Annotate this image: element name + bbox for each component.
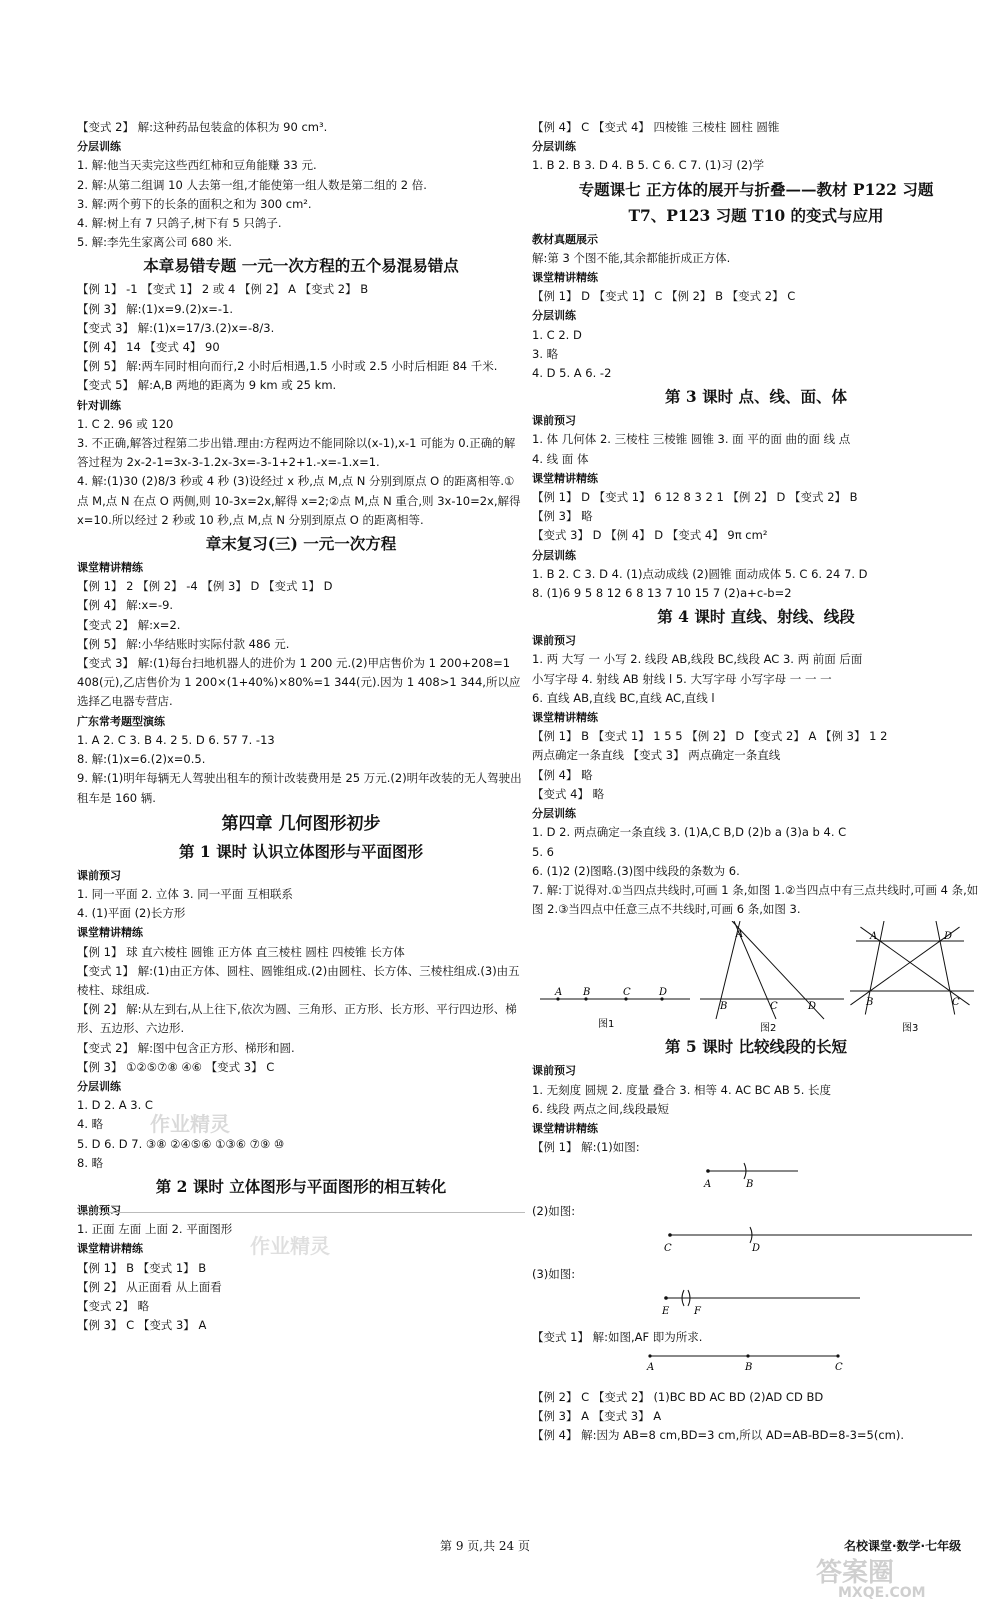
answer-line: 【变式 3】 解:(1)x=17/3.(2)x=-8/3. bbox=[77, 320, 275, 335]
section-label: 分层训练 bbox=[532, 807, 576, 821]
segment-abc bbox=[532, 1350, 972, 1380]
section-heading: 第 2 课时 立体图形与平面图形的相互转化 bbox=[155, 1176, 447, 1196]
answer-line: 1. C 2. D bbox=[532, 327, 582, 342]
point-label: C bbox=[623, 987, 631, 999]
answer-line: 【变式 3】 D 【例 4】 D 【变式 4】 9π cm² bbox=[532, 528, 768, 543]
section-heading: 第 3 课时 点、线、面、体 bbox=[665, 387, 847, 407]
answer-line: 4. 解:树上有 7 只鸽子,树下有 5 只鸽子. bbox=[77, 216, 282, 231]
point-label: D bbox=[659, 987, 668, 999]
answer-line: 【变式 2】 解:这种药品包装盒的体积为 90 cm³. bbox=[77, 120, 328, 134]
answer-line: (2)如图: bbox=[532, 1203, 576, 1218]
section-label: 课前预习 bbox=[77, 1203, 121, 1217]
segment-ef bbox=[532, 1286, 972, 1320]
answer-line: 8. 解:(1)x=6.(2)x=0.5. bbox=[77, 752, 206, 767]
segment-figure-cd bbox=[532, 1223, 980, 1263]
answer-line: 4. 线 面 体 bbox=[532, 451, 589, 466]
answer-line: 两点确定一条直线 【变式 3】 两点确定一条直线 bbox=[532, 748, 781, 763]
answer-line: 6. (1)2 (2)图略.(3)图中线段的条数为 6. bbox=[532, 863, 740, 878]
section-label: 分层训练 bbox=[532, 309, 576, 323]
answer-line: 4. (1)平面 (2)长方形 bbox=[77, 906, 186, 921]
point-label: F bbox=[694, 1306, 701, 1318]
point-label: C bbox=[835, 1361, 843, 1373]
point-label: D bbox=[944, 931, 953, 943]
answer-line: 【例 3】 解:(1)x=9.(2)x=-1. bbox=[77, 301, 234, 316]
answer-paragraph: 【例 5】 解:两车同时相向而行,2 小时后相遇,1.5 小时或 2.5 小时后相距 84 千米. bbox=[77, 359, 498, 374]
answer-line: 5. D 6. D 7. ③⑧ ②④⑤⑥ ①③⑥ ⑦⑨ ⑩ bbox=[77, 1136, 285, 1151]
point-label: A bbox=[647, 1361, 655, 1373]
point-label: D bbox=[808, 1001, 817, 1013]
answer-line: 【变式 1】 解:如图,AF 即为所求. bbox=[532, 1330, 703, 1345]
section-heading: 本章易错专题 一元一次方程的五个易混易错点 bbox=[143, 256, 459, 276]
figure-caption: 图1 bbox=[598, 1019, 615, 1031]
answer-line: 8. 略 bbox=[77, 1155, 104, 1170]
logo-text: 答案圈 bbox=[816, 1558, 895, 1588]
section-label: 课堂精讲精练 bbox=[532, 1121, 598, 1135]
point-label: A bbox=[870, 931, 878, 943]
answer-line: 【例 2】 从正面看 从上面看 bbox=[77, 1279, 222, 1294]
point bbox=[648, 1354, 651, 1357]
answer-line: 1. 无刻度 圆规 2. 度量 叠合 3. 相等 4. AC BC AB 5. 长度 bbox=[532, 1082, 832, 1097]
answer-line: 【例 3】 C 【变式 3】 A bbox=[77, 1318, 207, 1333]
answer-line: 1. 正面 左面 上面 2. 平面图形 bbox=[77, 1222, 233, 1237]
section-heading: 第 4 课时 直线、射线、线段 bbox=[657, 607, 855, 627]
answer-line: 【变式 5】 解:A,B 两地的距离为 9 km 或 25 km. bbox=[77, 378, 337, 393]
answer-line: 【变式 2】 略 bbox=[77, 1298, 150, 1313]
section-label: 分层训练 bbox=[532, 140, 576, 154]
figure-group bbox=[532, 921, 980, 1033]
answer-line: 1. 同一平面 2. 立体 3. 同一平面 互相联系 bbox=[77, 886, 293, 901]
logo-mark-icon bbox=[808, 1555, 998, 1599]
answer-line: 【例 3】 A 【变式 3】 A bbox=[532, 1408, 662, 1423]
figure-3 bbox=[850, 921, 980, 1033]
answer-line: 【例 1】 解:(1)如图: bbox=[532, 1140, 640, 1155]
answer-line: 【例 4】 解:x=-9. bbox=[77, 598, 174, 613]
section-heading: T7、P123 习题 T10 的变式与应用 bbox=[628, 205, 884, 225]
answer-line: 【例 1】 D 【变式 1】 C 【例 2】 B 【变式 2】 C bbox=[532, 289, 796, 304]
point bbox=[746, 1354, 749, 1357]
section-label: 课堂精讲精练 bbox=[77, 926, 143, 940]
answer-line: 3. 解:两个剪下的长条的面积之和为 300 cm². bbox=[77, 196, 312, 211]
answer-line: 【例 1】 D 【变式 1】 6 12 8 3 2 1 【例 2】 D 【变式 2】 B bbox=[532, 490, 858, 505]
section-label: 课堂精讲精练 bbox=[532, 471, 598, 485]
answer-line: 【例 4】 略 bbox=[532, 767, 593, 782]
answer-line: 【变式 4】 略 bbox=[532, 786, 605, 801]
answer-line: 【例 1】 2 【例 2】 -4 【例 3】 D 【变式 1】 D bbox=[77, 579, 333, 594]
section-label: 广东常考题型演练 bbox=[77, 714, 165, 728]
answer-line: 1. 体 几何体 2. 三棱柱 三棱锥 圆锥 3. 面 平的面 曲的面 线 点 bbox=[532, 432, 851, 447]
answer-paragraph: 【变式 3】 解:(1)每台扫地机器人的进价为 1 200 元.(2)甲店售价为 1 200+208=1 408(元),乙店售价为 1 200×(1+40%)×80%=1 344(元).因为 1 408>1 344,所以应选择乙电器专营店. bbox=[77, 656, 521, 709]
answer-line: 1. C 2. 96 或 120 bbox=[77, 416, 174, 431]
answer-line: 解:第 3 个图不能,其余都能折成正方体. bbox=[532, 250, 731, 265]
answer-line: 4. D 5. A 6. -2 bbox=[532, 366, 612, 381]
answer-line: 5. 6 bbox=[532, 844, 554, 859]
answer-line: 6. 直线 AB,直线 BC,直线 AC,直线 l bbox=[532, 690, 715, 705]
section-label: 课堂精讲精练 bbox=[532, 711, 598, 725]
watermark-logo bbox=[808, 1555, 998, 1599]
answer-paragraph: 4. 解:(1)30 (2)8/3 秒或 4 秒 (3)设经过 x 秒,点 M,点 N 分别到原点 O 的距离相等.①点 M,点 N 在点 O 两侧,则 10-3x=2x,解得 x=2;②点 M,点 N 重合,则 3x-10=2x,解得 x=10.所以经过 2 秒或 10 秒,点 M,点 N 分别到原点 O 的距离相等. bbox=[77, 474, 521, 527]
point-label: C bbox=[770, 1001, 778, 1013]
answer-line: 【变式 2】 解:x=2. bbox=[77, 617, 181, 632]
answer-line: 【例 4】 C 【变式 4】 四棱锥 三棱柱 圆柱 圆锥 bbox=[532, 120, 780, 134]
logo-url: MXQE.COM bbox=[838, 1585, 926, 1599]
book-brand: 名校课堂·数学·七年级 bbox=[844, 1539, 962, 1553]
point-label: C bbox=[952, 997, 960, 1009]
section-label: 课前预习 bbox=[532, 1064, 576, 1078]
section-label: 课堂精讲精练 bbox=[77, 1242, 143, 1256]
section-label: 课前预习 bbox=[77, 868, 121, 882]
answer-line: 1. A 2. C 3. B 4. 2 5. D 6. 57 7. -13 bbox=[77, 732, 275, 747]
answer-line: 【例 4】 解:因为 AB=8 cm,BD=3 cm,所以 AD=AB-BD=8-3=5(cm). bbox=[532, 1428, 905, 1443]
section-heading: 专题课七 正方体的展开与折叠——教材 P122 习题 bbox=[578, 179, 934, 199]
chapter-heading: 第四章 几何图形初步 bbox=[221, 813, 381, 834]
answer-line: 1. D 2. A 3. C bbox=[77, 1098, 153, 1113]
page-number: 第 9 页,共 24 页 bbox=[440, 1539, 530, 1553]
answer-line: 4. 略 bbox=[77, 1117, 104, 1132]
answer-line: 5. 解:李先生家离公司 680 米. bbox=[77, 235, 232, 250]
answer-paragraph: 【变式 1】 解:(1)由正方体、圆柱、圆锥组成.(2)由圆柱、长方体、三棱柱组成.(3)由五棱柱、球组成. bbox=[77, 963, 520, 997]
point bbox=[706, 1170, 710, 1174]
answer-line: 【例 3】 略 bbox=[532, 509, 593, 524]
segment-cd bbox=[532, 1223, 972, 1257]
figure-caption: 图2 bbox=[760, 1023, 777, 1034]
section-label: 教材真题展示 bbox=[532, 232, 598, 246]
answer-line: 【例 4】 14 【变式 4】 90 bbox=[77, 340, 220, 355]
point-label: B bbox=[866, 997, 874, 1009]
answer-line: 【例 1】 B 【变式 1】 1 5 5 【例 2】 D 【变式 2】 A 【例 3】 1 2 bbox=[532, 729, 888, 744]
section-label: 课前预习 bbox=[532, 414, 576, 428]
answer-line: 【变式 2】 解:图中包含正方形、梯形和圆. bbox=[77, 1040, 295, 1055]
section-label: 针对训练 bbox=[77, 398, 121, 412]
segment-figure-abc bbox=[532, 1350, 980, 1386]
answer-paragraph: 9. 解:(1)明年每辆无人驾驶出租车的预计改装费用是 25 万元.(2)明年改装的无人驾驶出租车是 160 辆. bbox=[77, 771, 522, 805]
right-column bbox=[532, 118, 980, 1445]
answer-line: 1. B 2. C 3. D 4. (1)点动成线 (2)圆锥 面动成体 5. C 6. 24 7. D bbox=[532, 566, 868, 581]
segment-figure-ef bbox=[532, 1286, 980, 1326]
point-label: B bbox=[583, 987, 591, 999]
answer-paragraph: 7. 解:丁说得对.①当四点共线时,可画 1 条,如图 1.②当四点中有三点共线时,可画 4 条,如图 2.③当四点中任意三点不共线时,可画 6 条,如图 3. bbox=[532, 882, 979, 917]
point bbox=[664, 1296, 668, 1300]
answer-line: 【例 1】 -1 【变式 1】 2 或 4 【例 2】 A 【变式 2】 B bbox=[77, 282, 369, 297]
answer-line: 6. 线段 两点之间,线段最短 bbox=[532, 1101, 669, 1116]
section-label: 课堂精讲精练 bbox=[532, 271, 598, 285]
answer-line: 1. B 2. B 3. D 4. B 5. C 6. C 7. (1)习 (2)学 bbox=[532, 158, 765, 173]
watermark-stamp: 作业精灵 bbox=[250, 1234, 330, 1258]
section-label: 分层训练 bbox=[77, 140, 121, 154]
left-column bbox=[77, 118, 525, 1335]
answer-line: 【例 5】 解:小华结账时实际付款 486 元. bbox=[77, 636, 290, 651]
section-heading: 章末复习(三) 一元一次方程 bbox=[205, 534, 397, 554]
segment-figure-ab bbox=[532, 1159, 980, 1199]
segment-ab bbox=[532, 1159, 972, 1193]
figure-1 bbox=[532, 933, 692, 1033]
point-label: E bbox=[662, 1306, 670, 1318]
section-label: 课堂精讲精练 bbox=[77, 561, 143, 575]
point bbox=[668, 1233, 672, 1237]
answer-line: 【例 1】 球 直六棱柱 圆锥 正方体 直三棱柱 圆柱 四棱锥 长方体 bbox=[77, 944, 405, 959]
answer-line: 1. 两 大写 一 小写 2. 线段 AB,线段 BC,线段 AC 3. 两 前面 后面 bbox=[532, 652, 863, 667]
section-label: 分层训练 bbox=[77, 1079, 121, 1093]
section-heading: 第 5 课时 比较线段的长短 bbox=[665, 1037, 847, 1057]
answer-line: 8. (1)6 9 5 8 12 6 8 13 7 10 15 7 (2)a+c-b=2 bbox=[532, 586, 792, 601]
section-heading: 第 1 课时 认识立体图形与平面图形 bbox=[179, 841, 423, 861]
answer-line: 【例 1】 B 【变式 1】 B bbox=[77, 1260, 207, 1275]
answer-paragraph: 3. 不正确,解答过程第二步出错.理由:方程两边不能同除以(x-1),x-1 可能为 0.正确的解答过程为 2x-2-1=3x-3-1.2x-3x=-3-1+2+1.-x=-1.x=1. bbox=[77, 436, 516, 470]
answer-line: 【例 2】 C 【变式 2】 (1)BC BD AC BD (2)AD CD BD bbox=[532, 1389, 824, 1404]
point-label: C bbox=[664, 1242, 672, 1254]
section-label: 分层训练 bbox=[532, 548, 576, 562]
point-label: D bbox=[752, 1242, 761, 1254]
figure-caption: 图3 bbox=[902, 1023, 919, 1034]
page-divider bbox=[77, 1212, 525, 1213]
answer-line: 3. 略 bbox=[532, 346, 559, 361]
point bbox=[836, 1354, 839, 1357]
answer-line: 2. 解:从第二组调 10 人去第一组,才能使第一组人数是第二组的 2 倍. bbox=[77, 177, 427, 192]
point-label: A bbox=[555, 987, 563, 999]
answer-line: 1. 解:他当天卖完这些西红柿和豆角能赚 33 元. bbox=[77, 158, 317, 173]
answer-line: (3)如图: bbox=[532, 1266, 576, 1281]
point-label: B bbox=[746, 1179, 754, 1191]
figure-2 bbox=[696, 921, 846, 1033]
answer-line: 【例 3】 ①②⑤⑦⑧ ④⑥ 【变式 3】 C bbox=[77, 1059, 275, 1074]
point-label: B bbox=[720, 1001, 728, 1013]
point-label: A bbox=[736, 929, 744, 941]
answer-line: 小写字母 4. 射线 AB 射线 l 5. 大写字母 小写字母 一 一 一 bbox=[532, 671, 832, 686]
point-label: A bbox=[704, 1179, 712, 1191]
answer-line: 1. D 2. 两点确定一条直线 3. (1)A,C B,D (2)b a (3)a b 4. C bbox=[532, 825, 847, 840]
answer-paragraph: 【例 2】 解:从左到右,从上往下,依次为圆、三角形、正方形、长方形、平行四边形、梯形、五边形、六边形. bbox=[77, 1002, 517, 1036]
watermark-stamp: 作业精灵 bbox=[150, 1112, 230, 1136]
section-label: 课前预习 bbox=[532, 634, 576, 648]
point-label: B bbox=[745, 1361, 753, 1373]
